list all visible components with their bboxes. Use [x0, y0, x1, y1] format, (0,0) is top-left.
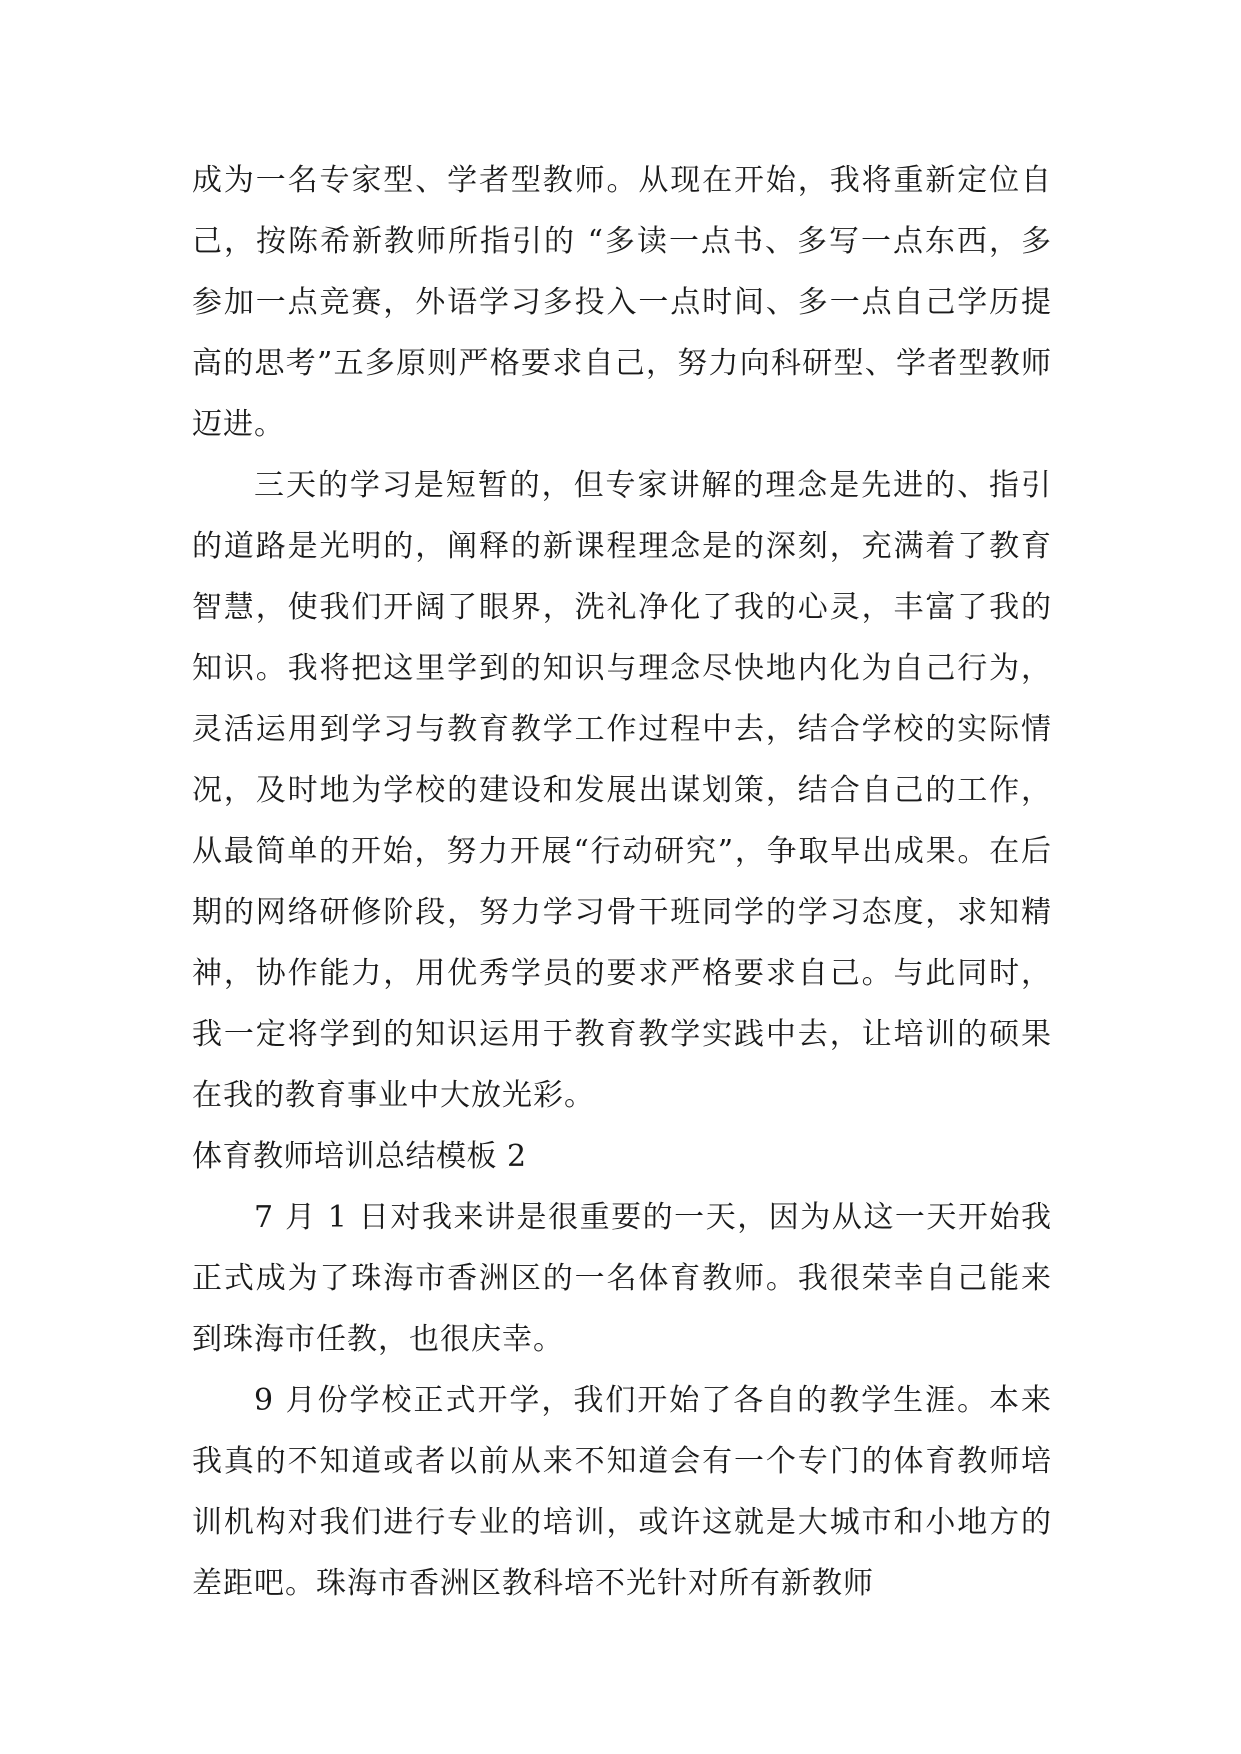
paragraph-1: 成为一名专家型、学者型教师。从现在开始，我将重新定位自己，按陈希新教师所指引的 “多读一点书、多写一点东西，多参加一点竞赛，外语学习多投入一点时间、多一点自己学历提高的思考”五多原则严格要求自己，努力向科研型、学者型教师迈进。	[192, 163, 1052, 442]
paragraph-3: 7 月 1 日对我来讲是很重要的一天，因为从这一天开始我正式成为了珠海市香洲区的一名体育教师。我很荣幸自己能来到珠海市任教，也很庆幸。	[192, 1200, 1052, 1357]
paragraph-4: 9 月份学校正式开学，我们开始了各自的教学生涯。本来我真的不知道或者以前从来不知道会有一个专门的体育教师培训机构对我们进行专业的培训，或许这就是大城市和小地方的差距吧。珠海市香洲区教科培不光针对所有新教师	[192, 1383, 1052, 1601]
paragraph-2: 三天的学习是短暂的，但专家讲解的理念是先进的、指引的道路是光明的，阐释的新课程理念是的深刻，充满着了教育智慧，使我们开阔了眼界，洗礼净化了我的心灵，丰富了我的知识。我将把这里学到的知识与理念尽快地内化为自己行为，灵活运用到学习与教育教学工作过程中去，结合学校的实际情况，及时地为学校的建设和发展出谋划策，结合自己的工作，从最简单的开始，努力开展“行动研究”，争取早出成果。在后期的网络研修阶段，努力学习骨干班同学的学习态度，求知精神，协作能力，用优秀学员的要求严格要求自己。与此同时，我一定将学到的知识运用于教育教学实践中去，让培训的硕果在我的教育事业中大放光彩。	[192, 468, 1052, 1113]
section-heading: 体育教师培训总结模板 2	[192, 1139, 527, 1174]
document-page	[192, 150, 1052, 1614]
